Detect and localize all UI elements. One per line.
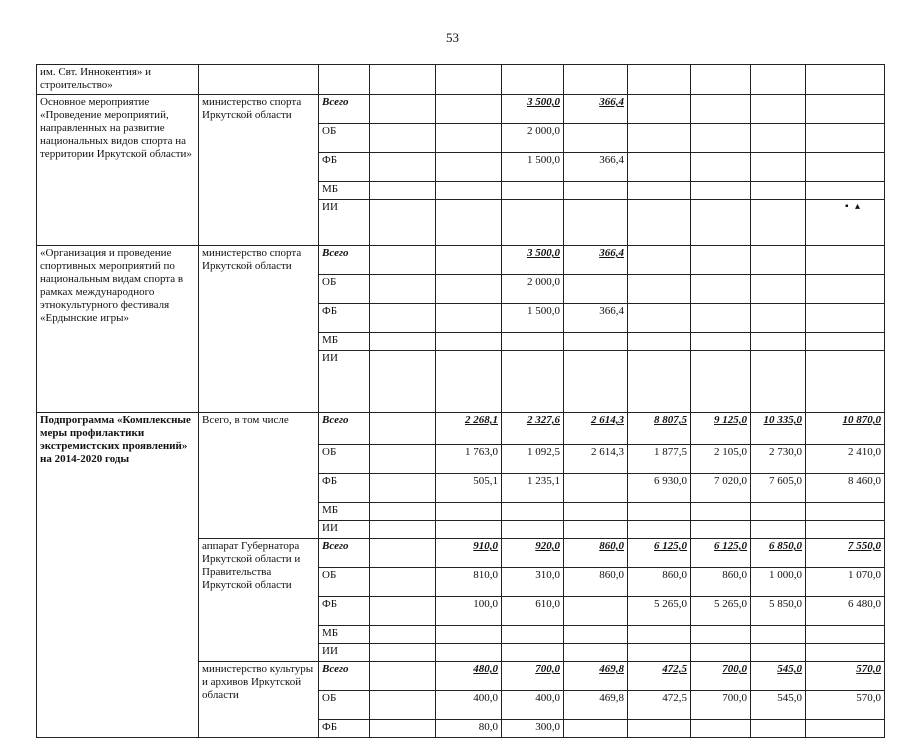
table-cell [751, 644, 806, 662]
table-cell [628, 503, 691, 521]
table-cell [502, 182, 564, 200]
table-cell: 5 850,0 [751, 597, 806, 626]
table-cell: 100,0 [436, 597, 502, 626]
table-cell [628, 720, 691, 738]
table-cell [751, 351, 806, 413]
table-cell [691, 503, 751, 521]
table-cell: 1 877,5 [628, 445, 691, 474]
table-cell [691, 153, 751, 182]
table-cell [436, 521, 502, 539]
table-cell [751, 124, 806, 153]
table-cell [564, 182, 628, 200]
table-cell: 545,0 [751, 691, 806, 720]
table-cell [691, 521, 751, 539]
table-cell [751, 182, 806, 200]
table-cell: 6 125,0 [691, 539, 751, 568]
table-cell [370, 597, 436, 626]
table-cell: 366,4 [564, 246, 628, 275]
table-cell [436, 333, 502, 351]
table-cell: 2 105,0 [691, 445, 751, 474]
table-cell [751, 333, 806, 351]
table-cell [751, 503, 806, 521]
table-cell: 2 268,1 [436, 413, 502, 445]
table-cell: 1 092,5 [502, 445, 564, 474]
table-cell [691, 95, 751, 124]
table-cell: 505,1 [436, 474, 502, 503]
table-cell [370, 275, 436, 304]
table-cell: 472,5 [628, 691, 691, 720]
table-cell [691, 304, 751, 333]
table-cell [370, 333, 436, 351]
table-row [37, 413, 885, 445]
table-cell [436, 153, 502, 182]
table-row [37, 65, 885, 95]
row-description: Подпрограмма «Комплексные меры профилактики экстремистских проявлений» на 2014-2020 годы [37, 413, 199, 738]
table-cell [564, 597, 628, 626]
table-cell [370, 65, 436, 95]
table-cell [751, 720, 806, 738]
table-cell [751, 304, 806, 333]
table-cell: 860,0 [564, 539, 628, 568]
table-cell: 910,0 [436, 539, 502, 568]
table-cell [436, 95, 502, 124]
table-cell: 700,0 [691, 691, 751, 720]
table-cell [370, 568, 436, 597]
table-cell: 1 000,0 [751, 568, 806, 597]
table-cell [502, 65, 564, 95]
table-cell [436, 182, 502, 200]
table-cell [751, 246, 806, 275]
table-cell [628, 95, 691, 124]
table-cell: 469,8 [564, 691, 628, 720]
table-cell [751, 521, 806, 539]
table-cell [628, 275, 691, 304]
row-source: Всего [319, 662, 370, 691]
table-cell [370, 521, 436, 539]
table-cell [751, 200, 806, 246]
table-cell [564, 333, 628, 351]
table-cell: 5 265,0 [628, 597, 691, 626]
table-cell [370, 95, 436, 124]
table-cell [370, 445, 436, 474]
budget-table [36, 64, 885, 738]
table-cell [806, 720, 885, 738]
table-cell [806, 275, 885, 304]
row-source: ФБ [319, 153, 370, 182]
table-cell [806, 351, 885, 413]
row-source: ОБ [319, 568, 370, 597]
table-cell [691, 351, 751, 413]
table-cell [751, 275, 806, 304]
row-source: Всего [319, 413, 370, 445]
table-cell [370, 182, 436, 200]
row-executor: министерство спорта Иркутской области [199, 95, 319, 246]
table-cell [691, 182, 751, 200]
table-cell: 3 500,0 [502, 246, 564, 275]
table-cell [502, 503, 564, 521]
table-cell [319, 65, 370, 95]
row-description: Основное мероприятие «Проведение мероприятий, направленных на развитие национальных видов спорта на территории Иркутской области» [37, 95, 199, 246]
table-cell: 5 265,0 [691, 597, 751, 626]
row-source: ОБ [319, 691, 370, 720]
table-cell: 2 614,3 [564, 445, 628, 474]
row-source: Всего [319, 95, 370, 124]
table-cell [628, 333, 691, 351]
table-cell [628, 246, 691, 275]
table-cell [806, 124, 885, 153]
table-cell [806, 626, 885, 644]
table-cell [370, 246, 436, 275]
table-cell: 700,0 [691, 662, 751, 691]
table-cell [628, 626, 691, 644]
table-cell: 300,0 [502, 720, 564, 738]
table-cell [564, 474, 628, 503]
row-executor: министерство спорта Иркутской области [199, 246, 319, 413]
table-cell [628, 65, 691, 95]
table-cell [564, 65, 628, 95]
table-cell: 810,0 [436, 568, 502, 597]
row-source: ОБ [319, 124, 370, 153]
table-cell: 2 730,0 [751, 445, 806, 474]
table-cell [436, 124, 502, 153]
table-cell: 1 763,0 [436, 445, 502, 474]
table-cell [691, 333, 751, 351]
table-cell: 8 807,5 [628, 413, 691, 445]
table-cell [436, 200, 502, 246]
table-cell: 860,0 [691, 568, 751, 597]
table-cell [502, 333, 564, 351]
table-cell [370, 662, 436, 691]
table-cell [564, 720, 628, 738]
table-cell [436, 351, 502, 413]
table-cell [370, 474, 436, 503]
table-cell: 2 410,0 [806, 445, 885, 474]
table-cell [502, 626, 564, 644]
table-cell [806, 95, 885, 124]
row-source: ИИ [319, 200, 370, 246]
table-cell [751, 626, 806, 644]
table-cell [806, 246, 885, 275]
table-cell: 366,4 [564, 304, 628, 333]
table-cell [370, 413, 436, 445]
table-cell [691, 200, 751, 246]
table-cell [436, 246, 502, 275]
table-cell [564, 626, 628, 644]
table-cell: 2 614,3 [564, 413, 628, 445]
table-cell: 400,0 [502, 691, 564, 720]
table-cell: 7 605,0 [751, 474, 806, 503]
table-cell [806, 304, 885, 333]
row-source: ИИ [319, 351, 370, 413]
table-cell: 2 327,6 [502, 413, 564, 445]
row-executor: аппарат Губернатора Иркутской области и Правительства Иркутской области [199, 539, 319, 662]
table-cell [370, 626, 436, 644]
table-cell [370, 644, 436, 662]
row-source: ОБ [319, 445, 370, 474]
table-cell [436, 65, 502, 95]
table-cell: 6 930,0 [628, 474, 691, 503]
table-cell: 920,0 [502, 539, 564, 568]
table-cell [691, 275, 751, 304]
table-cell [564, 200, 628, 246]
row-source: Всего [319, 539, 370, 568]
table-cell: 610,0 [502, 597, 564, 626]
table-cell: 1 500,0 [502, 153, 564, 182]
table-cell [564, 521, 628, 539]
table-cell: 6 850,0 [751, 539, 806, 568]
table-cell [691, 124, 751, 153]
table-cell: 8 460,0 [806, 474, 885, 503]
table-cell [370, 124, 436, 153]
table-cell [806, 503, 885, 521]
row-source: ФБ [319, 597, 370, 626]
table-cell [436, 275, 502, 304]
table-cell [751, 153, 806, 182]
table-cell [502, 521, 564, 539]
table-cell: 860,0 [564, 568, 628, 597]
table-cell: 1 235,1 [502, 474, 564, 503]
row-description: «Организация и проведение спортивных мероприятий по национальным видам спорта в рамках международного этнокультурного фестиваля «Ердынские игры» [37, 246, 199, 413]
table-cell [564, 644, 628, 662]
table-cell [436, 304, 502, 333]
row-description: им. Свт. Иннокентия» и строительство» [37, 65, 199, 95]
table-cell: 860,0 [628, 568, 691, 597]
table-cell [806, 521, 885, 539]
table-cell [691, 644, 751, 662]
scan-mark: ▪ ▴ [845, 201, 863, 212]
row-source: ИИ [319, 644, 370, 662]
table-cell: 366,4 [564, 153, 628, 182]
table-cell [628, 644, 691, 662]
table-cell: 10 335,0 [751, 413, 806, 445]
table-cell [436, 644, 502, 662]
table-cell [436, 503, 502, 521]
table-cell: 1 070,0 [806, 568, 885, 597]
table-cell [370, 153, 436, 182]
table-cell: 3 500,0 [502, 95, 564, 124]
table-cell [628, 304, 691, 333]
table-cell [751, 65, 806, 95]
table-cell: 80,0 [436, 720, 502, 738]
table-cell [502, 200, 564, 246]
table-cell: 2 000,0 [502, 124, 564, 153]
table-cell [691, 246, 751, 275]
table-cell [628, 351, 691, 413]
table-cell [564, 124, 628, 153]
table-cell [806, 182, 885, 200]
table-cell: 480,0 [436, 662, 502, 691]
table-cell: 700,0 [502, 662, 564, 691]
table-cell: 400,0 [436, 691, 502, 720]
table-cell: 6 480,0 [806, 597, 885, 626]
table-cell [564, 351, 628, 413]
table-row [37, 95, 885, 124]
row-executor: Всего, в том числе [199, 413, 319, 539]
table-cell: 1 500,0 [502, 304, 564, 333]
table-cell [806, 644, 885, 662]
row-source: ОБ [319, 275, 370, 304]
table-cell [806, 65, 885, 95]
table-cell [370, 691, 436, 720]
table-cell [628, 124, 691, 153]
table-cell [628, 200, 691, 246]
table-cell: 2 000,0 [502, 275, 564, 304]
table-cell: 570,0 [806, 691, 885, 720]
table-cell: 570,0 [806, 662, 885, 691]
table-cell [199, 65, 319, 95]
table-cell [502, 351, 564, 413]
row-source: ИИ [319, 521, 370, 539]
table-cell [691, 626, 751, 644]
table-cell [370, 539, 436, 568]
row-source: МБ [319, 182, 370, 200]
table-cell [370, 720, 436, 738]
table-cell: 545,0 [751, 662, 806, 691]
table-cell [806, 333, 885, 351]
table-cell [436, 626, 502, 644]
table-cell: 6 125,0 [628, 539, 691, 568]
row-source: ФБ [319, 720, 370, 738]
table-row [37, 246, 885, 275]
table-cell [564, 503, 628, 521]
table-cell: 472,5 [628, 662, 691, 691]
row-source: МБ [319, 333, 370, 351]
table-cell [628, 182, 691, 200]
row-source: Всего [319, 246, 370, 275]
table-cell [691, 720, 751, 738]
table-cell [806, 153, 885, 182]
table-cell: 366,4 [564, 95, 628, 124]
row-executor: министерство культуры и архивов Иркутской области [199, 662, 319, 738]
row-source: МБ [319, 626, 370, 644]
page-number: 53 [446, 30, 459, 45]
table-cell [628, 153, 691, 182]
table-cell: 9 125,0 [691, 413, 751, 445]
table-cell: 310,0 [502, 568, 564, 597]
table-cell [370, 200, 436, 246]
table-cell: 469,8 [564, 662, 628, 691]
table-cell: 7 020,0 [691, 474, 751, 503]
table-cell: 10 870,0 [806, 413, 885, 445]
table-cell [370, 351, 436, 413]
table-cell [370, 304, 436, 333]
table-cell [751, 95, 806, 124]
table-cell: 7 550,0 [806, 539, 885, 568]
table-cell [564, 275, 628, 304]
table-cell [502, 644, 564, 662]
table-cell [370, 503, 436, 521]
table-cell [691, 65, 751, 95]
table-cell [628, 521, 691, 539]
row-source: МБ [319, 503, 370, 521]
row-source: ФБ [319, 304, 370, 333]
row-source: ФБ [319, 474, 370, 503]
